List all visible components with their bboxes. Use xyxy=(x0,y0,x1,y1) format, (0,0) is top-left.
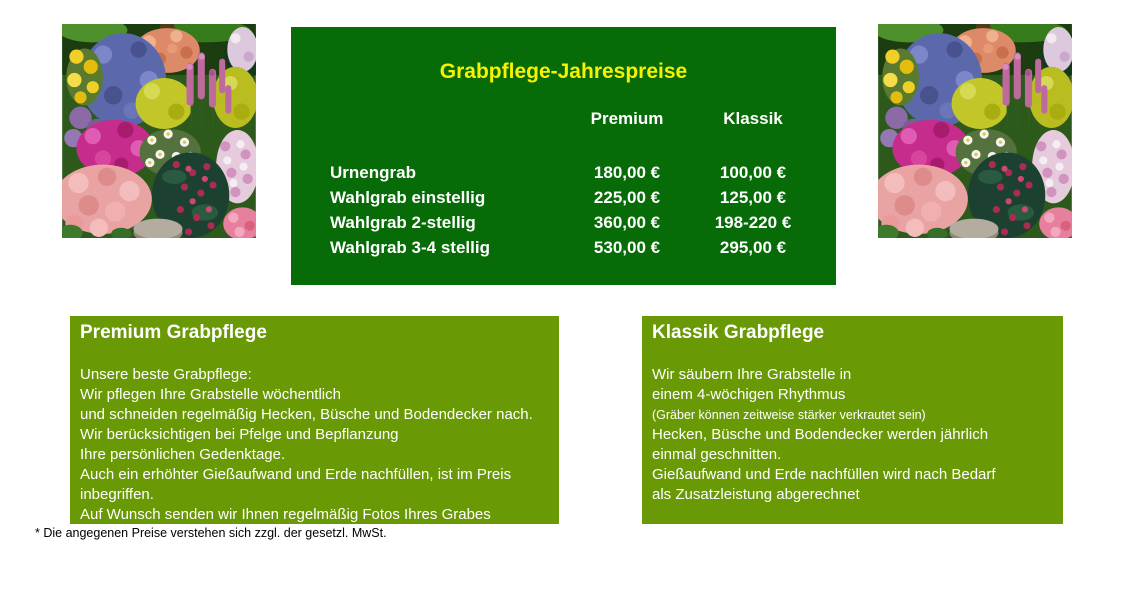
price-row-wahlgrab-3-4-stellig xyxy=(291,235,836,260)
klassik-price: 295,00 € xyxy=(719,238,787,257)
info-line: Ihre persönlichen Gedenktage. xyxy=(80,446,286,463)
row-label: Urnengrab xyxy=(330,163,416,182)
price-row-wahlgrab-2-stellig xyxy=(291,210,836,235)
info-line: und schneiden regelmäßig Hecken, Büsche und Bodendecker nach. xyxy=(80,406,533,423)
premium-price: 180,00 € xyxy=(593,163,661,182)
klassik-info-box xyxy=(642,316,1063,524)
premium-price: 360,00 € xyxy=(593,213,661,232)
premium-price: 225,00 € xyxy=(593,188,661,207)
info-line: Hecken, Büsche und Bodendecker werden jährlich xyxy=(652,426,989,443)
info-line: Gießaufwand und Erde nachfüllen wird nach Bedarf xyxy=(652,466,996,483)
info-line: Wir berücksichtigen bei Pfelge und Bepflanzung xyxy=(80,426,399,443)
premium-price: 530,00 € xyxy=(593,238,661,257)
klassik-info-title: Klassik Grabpflege xyxy=(652,322,825,343)
klassik-price: 125,00 € xyxy=(719,188,787,207)
info-line: Wir säubern Ihre Grabstelle in xyxy=(652,366,852,383)
premium-info-text xyxy=(80,365,549,524)
info-line: einmal geschnitten. xyxy=(652,446,782,463)
info-line: Wir pflegen Ihre Grabstelle wöchentlich xyxy=(80,386,341,403)
price-row-wahlgrab-einstellig xyxy=(291,185,836,210)
flower-bed-illustration xyxy=(62,24,256,238)
price-table-body xyxy=(291,160,836,260)
info-line: Unsere beste Grabpflege: xyxy=(80,366,252,383)
flower-bed-photo-right xyxy=(878,24,1072,238)
header-spacer xyxy=(291,108,566,130)
price-panel xyxy=(291,27,836,285)
price-row-urnengrab xyxy=(291,160,836,185)
info-line: als Zusatzleistung abgerechnet xyxy=(652,486,860,503)
info-line-parenthetical: (Gräber können zeitweise stärker verkrautet sein) xyxy=(652,408,926,422)
premium-info-title: Premium Grabpflege xyxy=(80,322,267,343)
row-label: Wahlgrab 3-4 stellig xyxy=(330,238,490,257)
price-table-header xyxy=(291,108,836,130)
vat-footnote: * Die angegenen Preise verstehen sich zzgl. der gesetzl. MwSt. xyxy=(35,526,387,540)
info-line: Auf Wunsch senden wir Ihnen regelmäßig Fotos Ihres Grabes xyxy=(80,506,491,523)
column-header-premium: Premium xyxy=(590,109,664,128)
info-line: inbegriffen. xyxy=(80,486,154,503)
info-line: einem 4-wöchigen Rhythmus xyxy=(652,386,846,403)
info-line: Auch ein erhöhter Gießaufwand und Erde nachfüllen, ist im Preis xyxy=(80,466,512,483)
flower-bed-photo-left xyxy=(62,24,256,238)
klassik-price: 100,00 € xyxy=(719,163,787,182)
column-header-klassik: Klassik xyxy=(723,109,783,128)
premium-info-box xyxy=(70,316,559,524)
row-label: Wahlgrab einstellig xyxy=(330,188,486,207)
price-panel-title: Grabpflege-Jahrespreise xyxy=(439,60,688,83)
klassik-price: 198-220 € xyxy=(714,213,792,232)
flower-bed-illustration xyxy=(878,24,1072,238)
row-label: Wahlgrab 2-stellig xyxy=(330,213,476,232)
klassik-info-text xyxy=(652,365,1053,505)
